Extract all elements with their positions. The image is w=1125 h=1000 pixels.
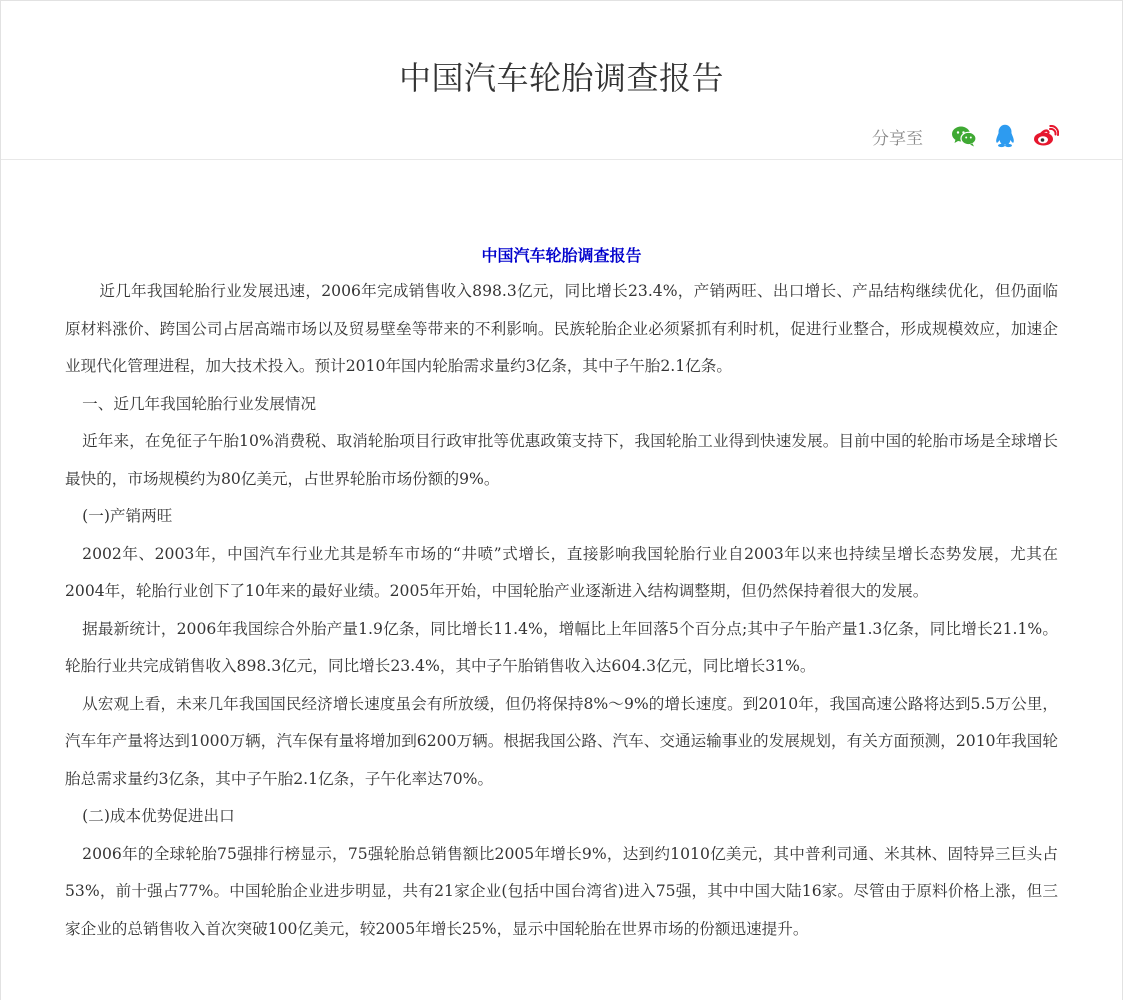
subsection-heading-2: (二)成本优势促进出口 bbox=[82, 807, 235, 825]
paragraph: 2002年、2003年，中国汽车行业尤其是轿车市场的“井喷”式增长，直接影响我国轮胎行业自2003年以来也持续呈增长态势发展，尤其在2004年，轮胎行业创下了10年来的最好业绩。2005年开始，中国轮胎产业逐渐进入结构调整期，但仍然保持着很大的发展。 bbox=[65, 544, 1058, 600]
page-title: 中国汽车轮胎调查报告 bbox=[398, 59, 724, 97]
header bbox=[1, 1, 1122, 160]
share-label: 分享至 bbox=[872, 128, 923, 149]
subsection-heading-1: (一)产销两旺 bbox=[82, 507, 173, 525]
paragraph: 据最新统计，2006年我国综合外胎产量1.9亿条，同比增长11.4%，增幅比上年回落5个百分点;其中子午胎产量1.3亿条，同比增长21.1%。轮胎行业共完成销售收入898.3亿元，同比增长23.4%，其中子午胎销售收入达604.3亿元，同比增长31%。 bbox=[65, 619, 1058, 675]
article-body bbox=[1, 160, 1122, 948]
qq-icon[interactable] bbox=[991, 122, 1019, 150]
section-heading-1: 一、近几年我国轮胎行业发展情况 bbox=[82, 394, 317, 413]
share-bar bbox=[872, 122, 1060, 150]
article-title: 中国汽车轮胎调查报告 bbox=[481, 246, 642, 265]
paragraph: 2006年的全球轮胎75强排行榜显示，75强轮胎总销售额比2005年增长9%，达到约1010亿美元，其中普利司通、米其林、固特异三巨头占53%，前十强占77%。中国轮胎企业进步明显，共有21家企业(包括中国台湾省)进入75强，其中中国大陆16家。尽管由于原料价格上涨，但三家企业的总销售收入首次突破100亿美元，较2005年增长25%，显示中国轮胎在世界市场的份额迅速提升。 bbox=[65, 844, 1058, 938]
paragraph-intro: 近几年我国轮胎行业发展迅速，2006年完成销售收入898.3亿元，同比增长23.4%，产销两旺、出口增长、产品结构继续优化，但仍面临原材料涨价、跨国公司占居高端市场以及贸易壁垒等带来的不利影响。民族轮胎企业必须紧抓有利时机，促进行业整合，形成规模效应，加速企业现代化管理进程，加大技术投入。预计2010年国内轮胎需求量约3亿条，其中子午胎2.1亿条。 bbox=[65, 282, 1058, 375]
wechat-icon[interactable] bbox=[950, 122, 978, 150]
paragraph: 从宏观上看，未来几年我国国民经济增长速度虽会有所放缓，但仍将保持8%～9%的增长速度。到2010年，我国高速公路将达到5.5万公里，汽车年产量将达到1000万辆，汽车保有量将增加到6200万辆。根据我国公路、汽车、交通运输事业的发展规划，有关方面预测，2010年我国轮胎总需求量约3亿条，其中子午胎2.1亿条，子午化率达70%。 bbox=[65, 694, 1058, 788]
weibo-icon[interactable] bbox=[1032, 122, 1060, 150]
paragraph: 近年来，在免征子午胎10%消费税、取消轮胎项目行政审批等优惠政策支持下，我国轮胎工业得到快速发展。目前中国的轮胎市场是全球增长最快的，市场规模约为80亿美元，占世界轮胎市场份额的9%。 bbox=[65, 432, 1058, 488]
